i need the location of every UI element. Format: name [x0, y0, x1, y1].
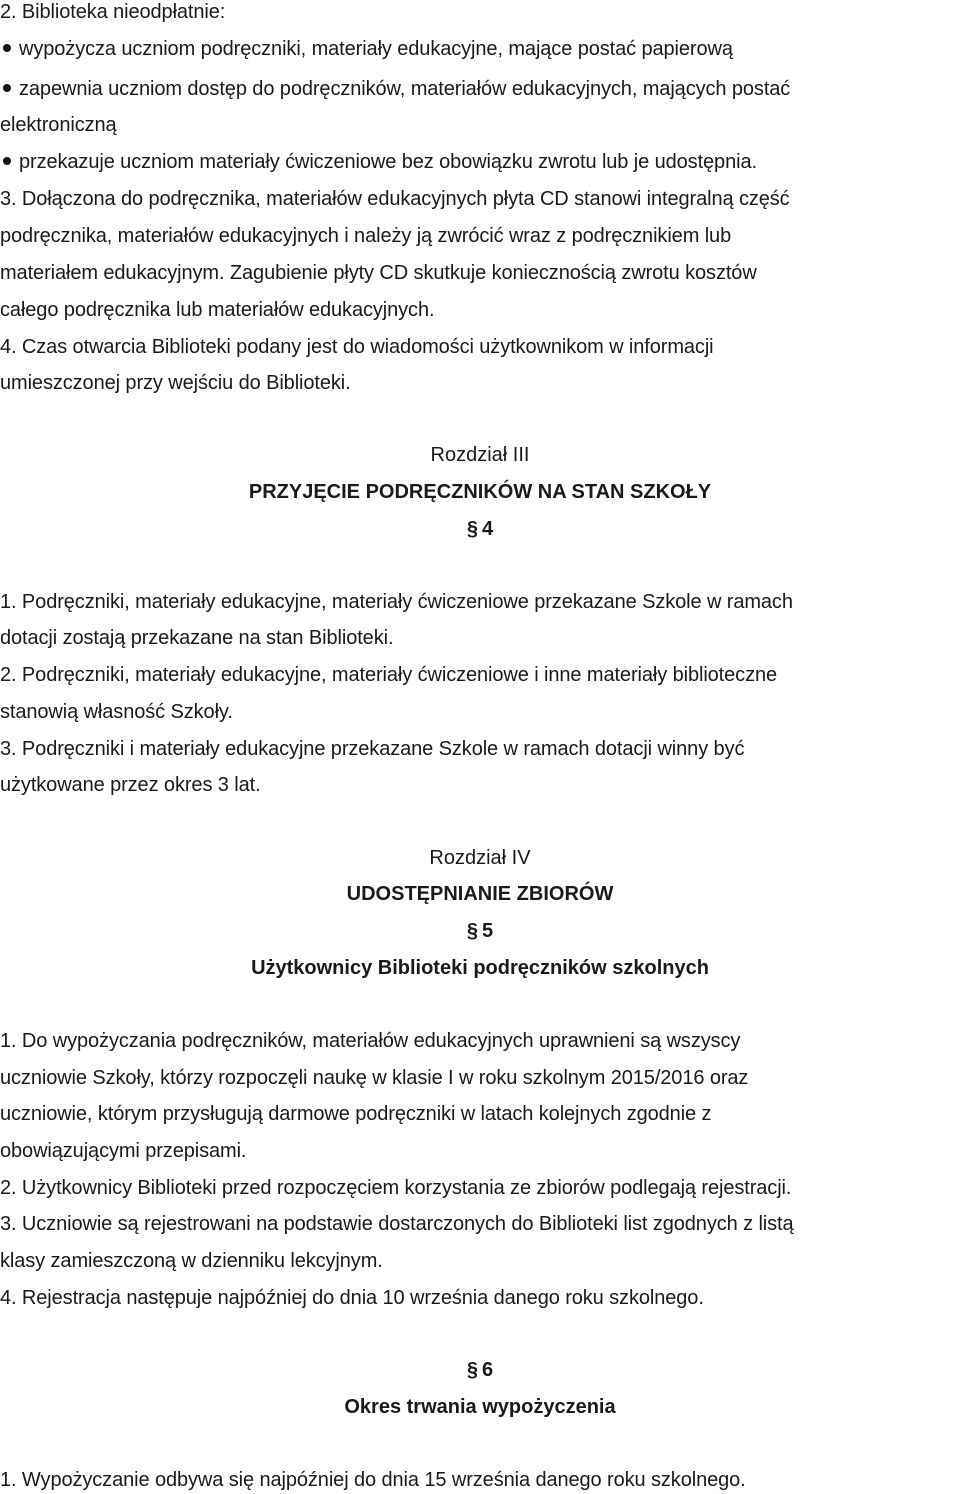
ch4-line: uczniowie Szkoły, którzy rozpoczęli naukę w klasie I w roku szkolnym 2015/2016 oraz	[0, 1067, 749, 1089]
section-sign: §	[466, 518, 478, 540]
ch3-line: użytkowane przez okres 3 lat.	[0, 774, 261, 796]
ch3-line: 3. Podręczniki i materiały edukacyjne przekazane Szkole w ramach dotacji winny być	[0, 738, 745, 760]
ch3-line: dotacji zostają przekazane na stan Biblioteki.	[0, 627, 394, 649]
chapter-3-subtitle: PRZYJĘCIE PODRĘCZNIKÓW NA STAN SZKOŁY	[248, 481, 712, 503]
sec3-line: 3. Dołączona do podręcznika, materiałów edukacyjnych płyta CD stanowi integralną część	[0, 188, 790, 210]
list-item: wypożycza uczniom podręczniki, materiały edukacyjne, mające postać papierową	[0, 37, 733, 61]
chapter-3-title: Rozdział III	[430, 444, 530, 466]
paragraph-6-title: Okres trwania wypożyczenia	[344, 1396, 616, 1418]
paragraph-5-heading: § 5	[466, 920, 494, 942]
sec2-intro: 2. Biblioteka nieodpłatnie:	[0, 1, 226, 23]
sec3-line: podręcznika, materiałów edukacyjnych i należy ją zwrócić wraz z podręcznikiem lub	[0, 225, 732, 247]
ch4-line: 4. Rejestracja następuje najpóźniej do dnia 10 września danego roku szkolnego.	[0, 1287, 704, 1309]
ch4-line: obowiązującymi przepisami.	[0, 1140, 247, 1162]
ch3-line: stanowią własność Szkoły.	[0, 701, 233, 723]
ch4-line: 2. Użytkownicy Biblioteki przed rozpoczęciem korzystania ze zbiorów podlegają rejestracji.	[0, 1177, 792, 1199]
ch4-line: uczniowie, którym przysługują darmowe podręczniki w latach kolejnych zgodnie z	[0, 1103, 712, 1125]
paragraph-6-heading: § 6	[466, 1359, 494, 1381]
ch3-line: 2. Podręczniki, materiały edukacyjne, materiały ćwiczeniowe i inne materiały biblioteczne	[0, 664, 778, 686]
ch4-line: 3. Uczniowie są rejestrowani na podstawie dostarczonych do Biblioteki list zgodnych z listą	[0, 1213, 794, 1235]
bullet-icon	[3, 44, 11, 52]
chapter-4-title: Rozdział IV	[429, 847, 531, 869]
sec4-line: umieszczonej przy wejściu do Biblioteki.	[0, 372, 351, 394]
ch3-line: 1. Podręczniki, materiały edukacyjne, materiały ćwiczeniowe przekazane Szkole w ramach	[0, 591, 793, 613]
sec3-line: materiałem edukacyjnym. Zagubienie płyty CD skutkuje koniecznością zwrotu kosztów	[0, 262, 757, 284]
list-item-continuation: elektroniczną	[0, 114, 117, 136]
bullet-icon	[3, 84, 11, 92]
list-item: zapewnia uczniom dostęp do podręczników, materiałów edukacyjnych, mających postać	[0, 77, 790, 101]
list-item: przekazuje uczniom materiały ćwiczeniowe bez obowiązku zwrotu lub je udostępnia.	[0, 150, 757, 174]
paragraph-4-heading: § 4	[466, 518, 494, 540]
section-sign: §	[466, 1359, 478, 1381]
chapter-4-subtitle: UDOSTĘPNIANIE ZBIORÓW	[346, 883, 614, 905]
ch4-line: klasy zamieszczoną w dzienniku lekcyjnym.	[0, 1250, 383, 1272]
bullet-icon	[3, 157, 11, 165]
sec4-line: 4. Czas otwarcia Biblioteki podany jest do wiadomości użytkownikom w informacji	[0, 336, 714, 358]
para6-line: 1. Wypożyczanie odbywa się najpóźniej do dnia 15 września danego roku szkolnego.	[0, 1469, 746, 1491]
sec3-line: całego podręcznika lub materiałów edukacyjnych.	[0, 299, 435, 321]
section-sign: §	[466, 920, 478, 942]
paragraph-5-title: Użytkownicy Biblioteki podręczników szkolnych	[251, 957, 709, 979]
ch4-line: 1. Do wypożyczania podręczników, materiałów edukacyjnych uprawnieni są wszyscy	[0, 1030, 741, 1052]
